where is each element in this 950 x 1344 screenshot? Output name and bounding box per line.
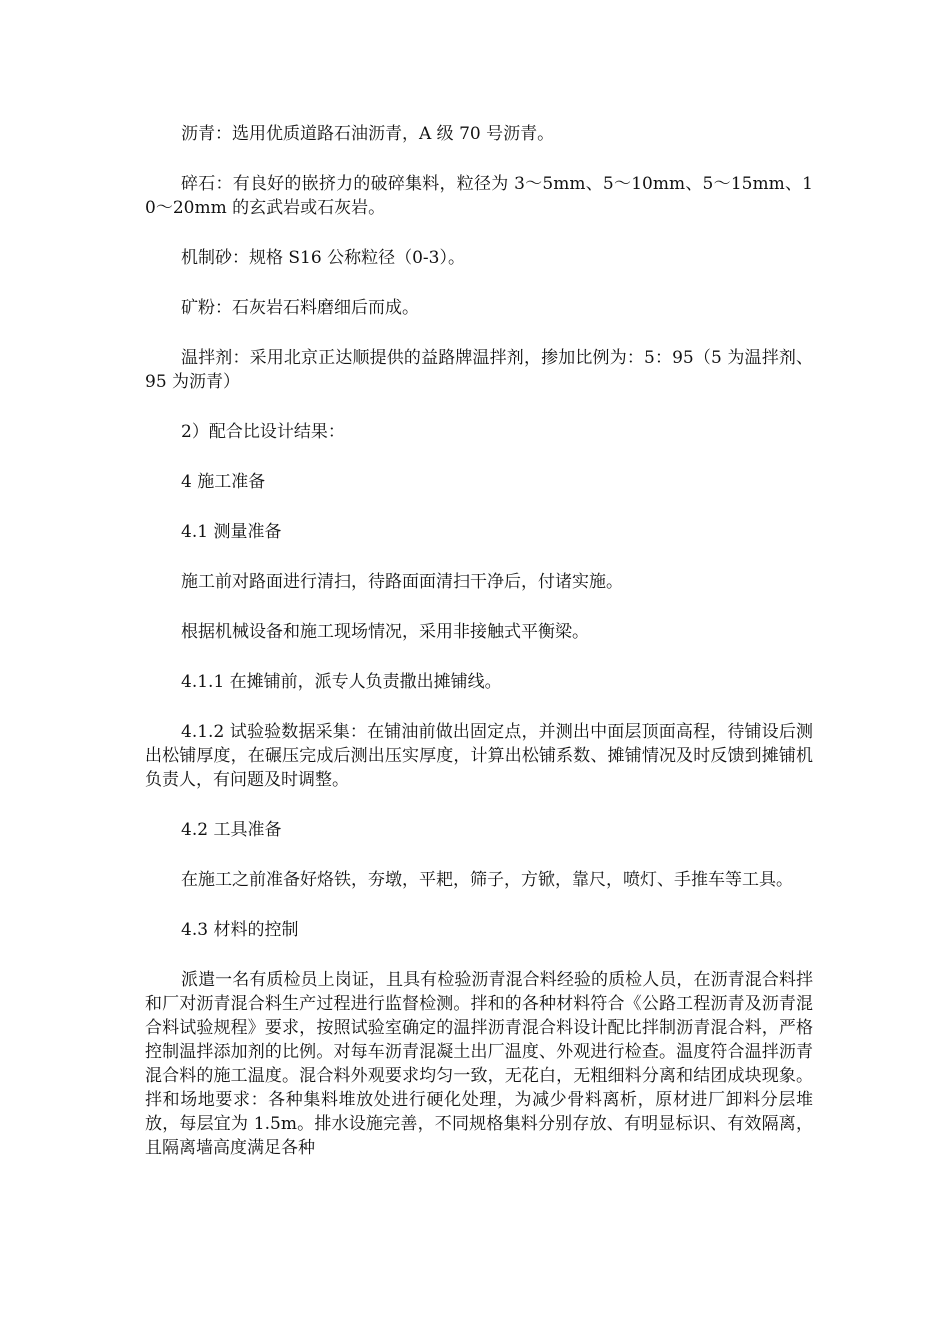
paragraph-road-cleaning: 施工前对路面进行清扫，待路面面清扫干净后，付诸实施。 <box>181 572 623 592</box>
paragraph-mineral-powder: 矿粉：石灰岩石料磨细后而成。 <box>181 298 419 318</box>
paragraph-warm-mix-agent: 温拌剂：采用北京正达顺提供的益路牌温拌剂，掺加比例为：5：95（5 为温拌剂、95 为沥青） <box>145 348 813 392</box>
paragraph-asphalt: 沥青：选用优质道路石油沥青，A 级 70 号沥青。 <box>181 124 555 144</box>
paragraph-paving-line: 4.1.1 在摊铺前，派专人负责撒出摊铺线。 <box>181 672 502 692</box>
paragraph-test-data-collection: 4.1.2 试验验数据采集：在铺油前做出固定点，并测出中面层顶面高程，待铺设后测出松铺厚度，在碾压完成后测出压实厚度，计算出松铺系数、摊铺情况及时反馈到摊铺机负责人，有问题及时调整。 <box>145 722 813 790</box>
paragraph-material-control-detail: 派遣一名有质检员上岗证，且具有检验沥青混合料经验的质检人员，在沥青混合料拌和厂对沥青混合料生产过程进行监督检测。拌和的各种材料符合《公路工程沥青及沥青混合料试验规程》要求，按照试验室确定的温拌沥青混合料设计配比拌制沥青混合料，严格控制温拌添加剂的比例。对每车沥青混凝土出厂温度、外观进行检查。温度符合温拌沥青混合料的施工温度。混合料外观要求均匀一致，无花白，无粗细料分离和结团成块现象。拌和场地要求：各种集料堆放处进行硬化处理，为减少骨料离析，原材进厂卸料分层堆放，每层宜为 1.5m。排水设施完善，不同规格集料分别存放、有明显标识、有效隔离，且隔离墙高度满足各种 <box>145 970 813 1158</box>
document-body <box>145 122 813 1160</box>
paragraph-tools-list: 在施工之前准备好烙铁，夯墩，平耙，筛子，方锨，靠尺，喷灯、手推车等工具。 <box>181 870 793 890</box>
section-heading-material-control: 4.3 材料的控制 <box>181 920 299 940</box>
paragraph-mix-design-result: 2）配合比设计结果： <box>181 422 345 442</box>
section-heading-construction-prep: 4 施工准备 <box>181 472 266 492</box>
section-heading-survey-prep: 4.1 测量准备 <box>181 522 282 542</box>
paragraph-crushed-stone: 碎石：有良好的嵌挤力的破碎集料，粒径为 3～5mm、5～10mm、5～15mm、10～20mm 的玄武岩或石灰岩。 <box>145 174 813 218</box>
section-heading-tool-prep: 4.2 工具准备 <box>181 820 282 840</box>
paragraph-balance-beam: 根据机械设备和施工现场情况，采用非接触式平衡梁。 <box>181 622 589 642</box>
paragraph-machine-sand: 机制砂：规格 S16 公称粒径（0-3）。 <box>181 248 465 268</box>
